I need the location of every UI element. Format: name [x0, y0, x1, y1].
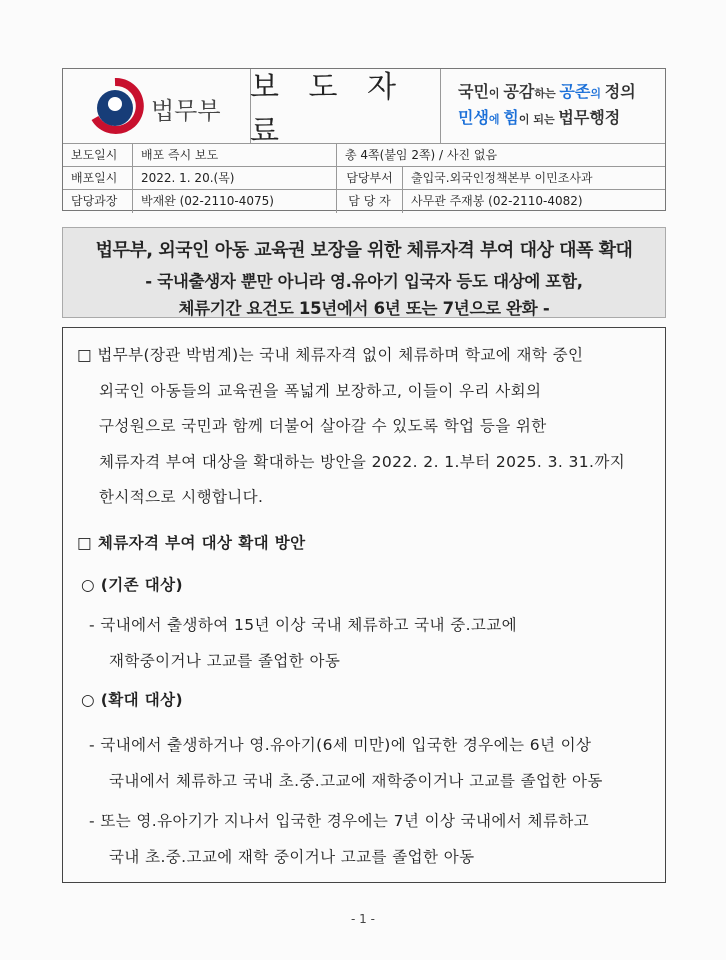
release-date-row — [63, 143, 665, 167]
text-line: - 국내에서 출생하여 15년 이상 국내 체류하고 국내 중.고교에 — [89, 616, 518, 634]
header-table — [62, 68, 666, 211]
taegeuk-logo-icon — [85, 76, 145, 136]
text-line: 재학중이거나 고교를 졸업한 아동 — [109, 651, 341, 670]
row-value: 출입국.외국인정책본부 이민조사과 — [411, 171, 593, 185]
slogan-text: 민생 — [458, 108, 489, 127]
row-value: 배포 즉시 보도 — [133, 144, 337, 167]
text-line: - 국내에서 출생하거나 영.유아기(6세 미만)에 입국한 경우에는 6년 이상 — [89, 736, 592, 754]
row-label: 담 당 자 — [337, 190, 403, 213]
text-line: 구성원으로 국민과 함께 더불어 살아갈 수 있도록 학업 등을 위한 — [99, 417, 547, 435]
page-count: 총 4쪽(붙임 2쪽) / 사진 없음 — [345, 148, 498, 162]
slogan-text: 힘 — [503, 108, 519, 127]
existing-target-item — [89, 608, 651, 679]
slogan — [440, 69, 665, 143]
expanded-target-item — [89, 728, 651, 799]
headline-box — [62, 227, 666, 318]
subtitle-line: 체류기간 요건도 15년에서 6년 또는 7년으로 완화 - — [178, 299, 550, 318]
expanded-target-heading: ○ (확대 대상) — [81, 691, 183, 709]
existing-target-heading: ○ (기존 대상) — [81, 576, 183, 594]
slogan-text: 의 — [590, 87, 605, 100]
row-label: 담당부서 — [337, 167, 403, 190]
text-line: 외국인 아동들의 교육권을 폭넓게 보장하고, 이들이 우리 사회의 — [99, 381, 542, 400]
row-label: 담당과장 — [63, 190, 133, 213]
text-line: 한시적으로 시행합니다. — [99, 488, 264, 506]
text-line: - 또는 영.유아기가 지나서 입국한 경우에는 7년 이상 국내에서 체류하고 — [89, 812, 589, 830]
slogan-text: 이 — [518, 113, 534, 126]
subtitle-line: - 국내출생자 뿐만 아니라 영.유아기 입국자 등도 대상에 포함, — [145, 272, 583, 291]
page-number: - 1 - — [351, 912, 375, 926]
slogan-text: 법무행정 — [558, 108, 621, 127]
row-label: 보도일시 — [63, 144, 133, 167]
row-label: 배포일시 — [63, 167, 133, 190]
slogan-text: 하는 — [534, 87, 560, 100]
document-type-title: 보 도 자 료 — [250, 69, 441, 143]
text-line: 국내에서 체류하고 국내 초.중.고교에 재학중이거나 고교를 졸업한 아동 — [109, 771, 603, 790]
logo-text: 법무부 — [151, 97, 221, 125]
text-line: 체류자격 부여 대상을 확대하는 방안을 2022. 2. 1.부터 2025. 3. 31.까지 — [99, 452, 626, 471]
ministry-logo — [63, 69, 251, 143]
slogan-text: 국민 — [458, 82, 489, 101]
slogan-text: 에 — [488, 113, 504, 126]
row-value: 2022. 1. 20.(목) — [133, 167, 337, 190]
text-line: □ 법무부(장관 박범계)는 국내 체류자격 없이 체류하며 학교에 재학 중인 — [77, 346, 584, 364]
intro-paragraph — [77, 338, 651, 516]
text-line: 국내 초.중.고교에 재학 중이거나 고교를 졸업한 아동 — [109, 847, 475, 866]
slogan-text: 공감 — [503, 82, 535, 101]
expanded-target-item — [89, 804, 651, 875]
distribution-date-row — [63, 166, 665, 190]
slogan-text: 이 — [488, 87, 504, 100]
body-box — [62, 327, 666, 883]
slogan-text: 공존 — [559, 82, 591, 101]
contact-row — [63, 189, 665, 213]
headline-title: 법무부, 외국인 아동 교육권 보장을 위한 체류자격 부여 대상 대폭 확대 — [95, 240, 633, 261]
section-heading: □ 체류자격 부여 대상 확대 방안 — [77, 534, 306, 552]
headline-subtitle — [63, 268, 665, 322]
row-value: 박재완 (02-2110-4075) — [133, 190, 337, 213]
slogan-text: 정의 — [604, 82, 636, 101]
slogan-text: 되는 — [533, 113, 559, 126]
row-value: 사무관 주재봉 (02-2110-4082) — [411, 194, 583, 208]
